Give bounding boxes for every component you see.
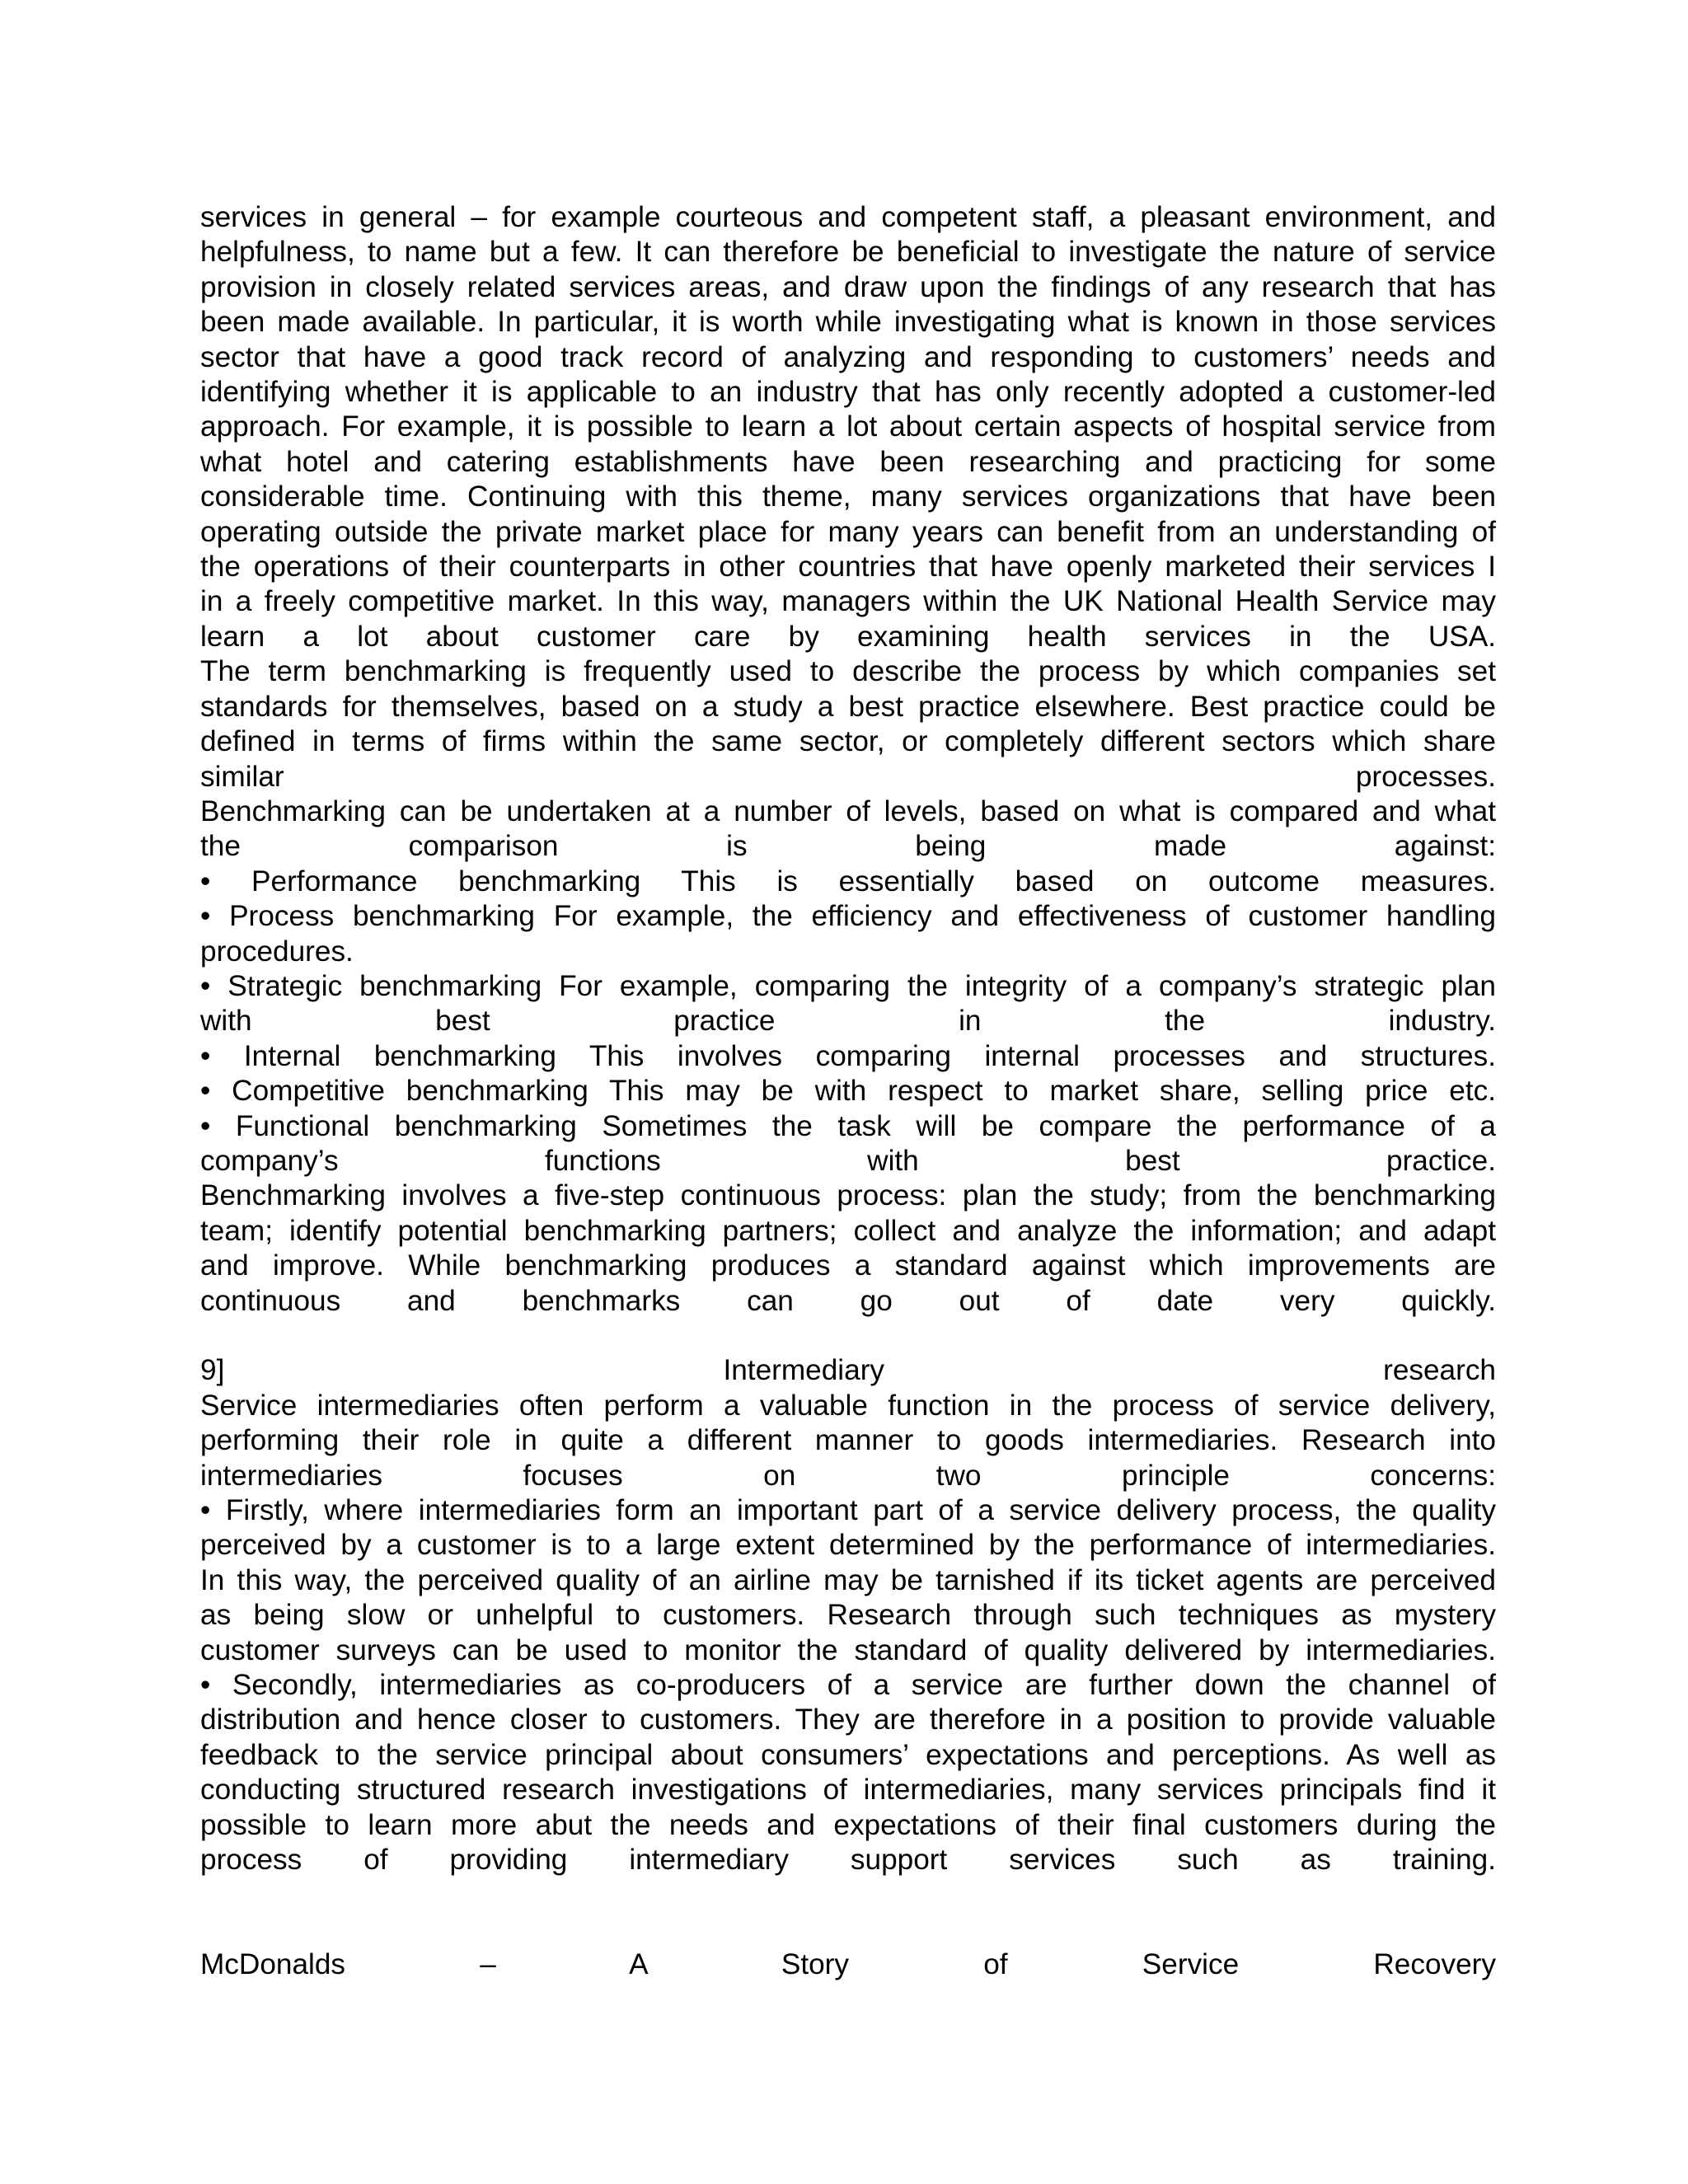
text-line: In this way, the perceived quality of an airline may be tarnished if its ticket agents are perceived [200, 1563, 1496, 1596]
text-line: identifying whether it is applicable to an industry that has only recently adopted a customer-led [200, 376, 1496, 409]
text-line: the operations of their counterparts in other countries that have openly marketed their services I [200, 551, 1496, 583]
text-line: continuous and benchmarks can go out of date very quickly. [200, 1284, 1496, 1317]
text-line: • Strategic benchmarking For example, comparing the integrity of a company’s strategic plan [200, 969, 1496, 1002]
text-line: • Firstly, where intermediaries form an important part of a service delivery process, the quality [200, 1494, 1496, 1527]
text-line: team; identify potential benchmarking partners; collect and analyze the information; and adapt [200, 1214, 1496, 1247]
text-line: in a freely competitive market. In this way, managers within the UK National Health Service may [200, 585, 1496, 618]
text-line: 9] Intermediary research [200, 1354, 1496, 1387]
text-line: sector that have a good track record of analyzing and responding to customers’ needs and [200, 340, 1496, 373]
text-line: feedback to the service principal about consumers’ expectations and perceptions. As well as [200, 1738, 1496, 1771]
text-line: • Secondly, intermediaries as co-producers of a service are further down the channel of [200, 1669, 1496, 1702]
blank-line [200, 1878, 1496, 1913]
text-line: perceived by a customer is to a large extent determined by the performance of intermediaries. [200, 1529, 1496, 1562]
text-line: approach. For example, it is possible to learn a lot about certain aspects of hospital service from [200, 410, 1496, 443]
blank-line [200, 1319, 1496, 1353]
text-line: • Competitive benchmarking This may be with respect to market share, selling price etc. [200, 1075, 1496, 1108]
text-line: distribution and hence closer to customers. They are therefore in a position to provide valuable [200, 1704, 1496, 1736]
text-line: • Functional benchmarking Sometimes the task will be compare the performance of a [200, 1109, 1496, 1142]
text-line: The term benchmarking is frequently used to describe the process by which companies set [200, 655, 1496, 688]
text-line: and improve. While benchmarking produces a standard against which improvements are [200, 1249, 1496, 1282]
text-line: standards for themselves, based on a study a best practice elsewhere. Best practice could be [200, 690, 1496, 723]
text-line: helpfulness, to name but a few. It can therefore be beneficial to investigate the nature of service [200, 236, 1496, 269]
text-line: McDonalds – A Story of Service Recovery [200, 1948, 1496, 1981]
text-line: operating outside the private market place for many years can benefit from an understanding of [200, 515, 1496, 548]
body-text [200, 200, 1496, 1983]
text-line: possible to learn more abut the needs and expectations of their final customers during the [200, 1808, 1496, 1841]
text-line: Benchmarking involves a five-step continuous process: plan the study; from the benchmarking [200, 1179, 1496, 1212]
text-line: services in general – for example courteous and competent staff, a pleasant environment, and [200, 201, 1496, 233]
text-line: intermediaries focuses on two principle concerns: [200, 1459, 1496, 1492]
text-line: • Process benchmarking For example, the efficiency and effectiveness of customer handling [200, 900, 1496, 933]
text-line: conducting structured research investigations of intermediaries, many services principals find it [200, 1774, 1496, 1807]
text-line: been made available. In particular, it is worth while investigating what is known in those services [200, 306, 1496, 339]
text-line: process of providing intermediary support services such as training. [200, 1844, 1496, 1877]
text-line: similar processes. [200, 760, 1496, 793]
text-line: considerable time. Continuing with this theme, many services organizations that have been [200, 480, 1496, 513]
text-line: company’s functions with best practice. [200, 1144, 1496, 1177]
blank-line [200, 1913, 1496, 1947]
text-line: Benchmarking can be undertaken at a number of levels, based on what is compared and what [200, 794, 1496, 827]
text-line: learn a lot about customer care by examining health services in the USA. [200, 620, 1496, 653]
text-line: • Internal benchmarking This involves comparing internal processes and structures. [200, 1039, 1496, 1072]
text-line: procedures. [200, 935, 354, 968]
text-line: • Performance benchmarking This is essentially based on outcome measures. [200, 865, 1496, 898]
text-line: with best practice in the industry. [200, 1005, 1496, 1038]
text-line: the comparison is being made against: [200, 830, 1496, 863]
text-line: what hotel and catering establishments have been researching and practicing for some [200, 445, 1496, 478]
text-line: performing their role in quite a different manner to goods intermediaries. Research into [200, 1424, 1496, 1457]
text-line: customer surveys can be used to monitor the standard of quality delivered by intermediaries. [200, 1633, 1496, 1666]
text-line: defined in terms of firms within the same sector, or completely different sectors which share [200, 725, 1496, 758]
text-line: provision in closely related services areas, and draw upon the findings of any research that has [200, 270, 1496, 303]
text-line: Service intermediaries often perform a valuable function in the process of service delivery, [200, 1389, 1496, 1422]
text-line: as being slow or unhelpful to customers. Research through such techniques as mystery [200, 1599, 1496, 1632]
